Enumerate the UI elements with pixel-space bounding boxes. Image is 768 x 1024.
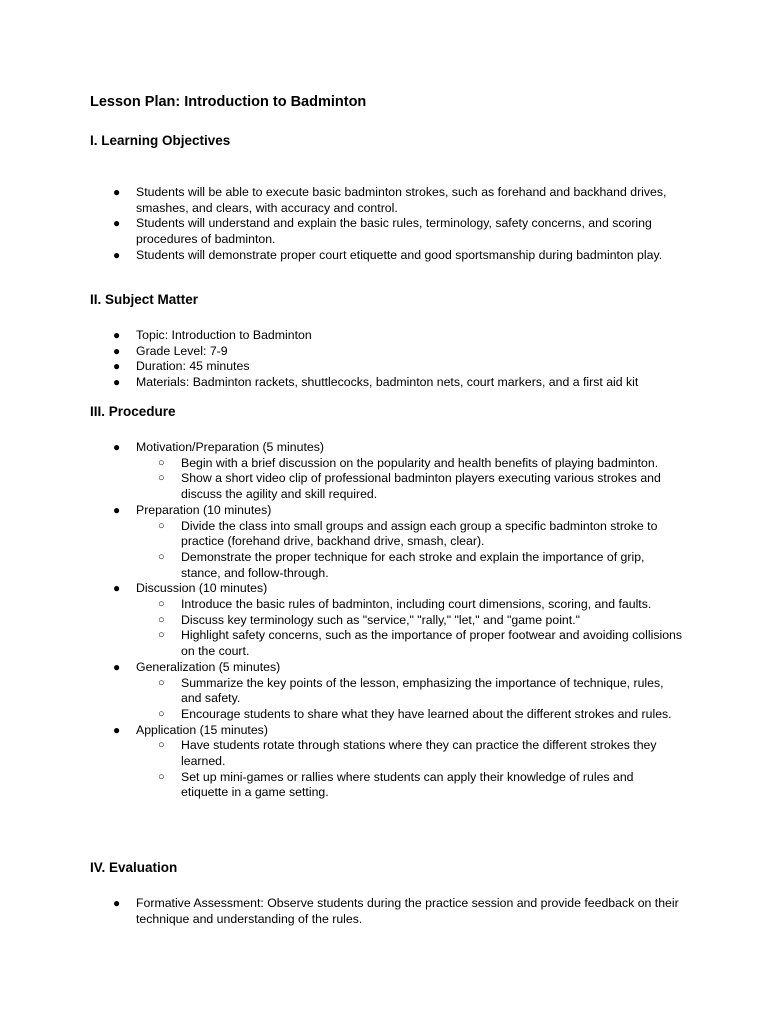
list-item	[0, 375, 768, 391]
circle-bullet-icon: ○	[158, 739, 165, 752]
list-item	[0, 359, 768, 375]
circle-bullet-icon: ○	[158, 613, 165, 626]
list-item-text: Students will understand and explain the basic rules, terminology, safety concerns, and scoring procedures of badminton.	[136, 216, 652, 247]
procedure-step-label: Motivation/Preparation (5 minutes)	[136, 440, 324, 454]
bullet-icon: ●	[113, 359, 121, 374]
circle-bullet-icon: ○	[158, 676, 165, 689]
bullet-icon: ●	[113, 659, 121, 674]
bullet-icon: ●	[113, 216, 121, 231]
list-item-text: Set up mini-games or rallies where students can apply their knowledge of rules and etiquette in a game setting.	[181, 769, 634, 800]
circle-bullet-icon: ○	[158, 472, 165, 485]
list-item-text: Topic: Introduction to Badminton	[136, 328, 312, 342]
list-item	[136, 550, 684, 581]
list-item-text: Divide the class into small groups and assign each group a specific badminton stroke to practice (forehand drive, backhand drive, smash, clear).	[181, 518, 658, 549]
bullet-icon: ●	[113, 896, 121, 910]
procedure-substeps	[136, 676, 684, 723]
procedure-substeps	[136, 738, 684, 801]
list-item-text: Encourage students to share what they have learned about the different strokes and rules.	[181, 706, 672, 721]
bullet-icon: ●	[113, 247, 121, 262]
procedure-step-label: Discussion (10 minutes)	[136, 581, 268, 596]
document-title: Lesson Plan: Introduction to Badminton	[90, 94, 367, 110]
procedure-step-label: Preparation (10 minutes)	[136, 502, 272, 517]
subject-matter-list	[0, 328, 768, 391]
list-item-text: Summarize the key points of the lesson, emphasizing the importance of technique, rules, and safety.	[181, 675, 664, 706]
circle-bullet-icon: ○	[158, 598, 165, 611]
circle-bullet-icon: ○	[158, 519, 165, 532]
procedure-list	[0, 440, 768, 801]
list-item-text: Formative Assessment: Observe students during the practice session and provide feedback on their technique and understanding of the rules.	[136, 896, 679, 926]
procedure-step	[0, 581, 768, 660]
list-item	[136, 676, 684, 707]
list-item-text: Show a short video clip of professional badminton players executing various strokes and discuss the agility and skill required.	[181, 471, 661, 502]
heading-procedure: III. Procedure	[90, 404, 176, 419]
procedure-step-label: Generalization (5 minutes)	[136, 659, 281, 674]
procedure-substeps	[136, 519, 684, 582]
list-item-text: Discuss key terminology such as "service," "rally," "let," and "game point."	[181, 612, 580, 627]
list-item	[136, 471, 684, 502]
list-item	[0, 344, 768, 360]
heading-evaluation: IV. Evaluation	[90, 860, 178, 875]
list-item	[136, 597, 684, 613]
list-item-text: Students will demonstrate proper court etiquette and good sportsmanship during badminton play.	[136, 247, 663, 262]
evaluation-list	[0, 896, 768, 927]
bullet-icon: ●	[113, 440, 121, 454]
list-item-text: Have students rotate through stations where they can practice the different strokes they learned.	[181, 738, 657, 769]
procedure-step	[0, 723, 768, 802]
list-item	[0, 328, 768, 344]
procedure-step	[0, 440, 768, 503]
heading-subject-matter: II. Subject Matter	[90, 292, 199, 307]
list-item	[0, 216, 768, 247]
procedure-step-label: Application (15 minutes)	[136, 722, 268, 737]
procedure-substeps	[136, 456, 684, 503]
list-item-text: Grade Level: 7-9	[136, 343, 228, 358]
list-item	[0, 896, 768, 927]
list-item-text: Demonstrate the proper technique for each stroke and explain the importance of grip, stance, and follow-through.	[181, 549, 645, 580]
bullet-icon: ●	[113, 185, 121, 199]
procedure-substeps	[136, 597, 684, 660]
list-item-text: Introduce the basic rules of badminton, including court dimensions, scoring, and faults.	[181, 597, 652, 612]
procedure-step	[0, 660, 768, 723]
list-item	[136, 613, 684, 629]
circle-bullet-icon: ○	[158, 550, 165, 563]
list-item	[136, 738, 684, 769]
list-item	[136, 519, 684, 550]
procedure-step	[0, 503, 768, 582]
bullet-icon: ●	[113, 581, 121, 596]
list-item-text: Highlight safety concerns, such as the importance of proper footwear and avoiding collisions on the court.	[181, 628, 683, 659]
circle-bullet-icon: ○	[158, 456, 165, 469]
list-item	[136, 770, 684, 801]
bullet-icon: ●	[113, 502, 121, 517]
bullet-icon: ●	[113, 722, 121, 737]
bullet-icon: ●	[113, 328, 121, 342]
list-item	[0, 248, 768, 264]
list-item-text: Materials: Badminton rackets, shuttlecocks, badminton nets, court markers, and a first aid kit	[136, 375, 639, 390]
circle-bullet-icon: ○	[158, 770, 165, 783]
circle-bullet-icon: ○	[158, 629, 165, 642]
list-item-text: Students will be able to execute basic badminton strokes, such as forehand and backhand drives, smashes, and clears, with accuracy and control.	[136, 185, 667, 215]
heading-learning-objectives: I. Learning Objectives	[90, 133, 231, 148]
bullet-icon: ●	[113, 375, 121, 390]
bullet-icon: ●	[113, 343, 121, 358]
list-item	[136, 456, 684, 472]
list-item	[136, 628, 684, 659]
list-item	[136, 707, 684, 723]
objectives-list	[0, 185, 768, 264]
circle-bullet-icon: ○	[158, 707, 165, 720]
list-item-text: Duration: 45 minutes	[136, 359, 250, 374]
list-item	[0, 185, 768, 216]
list-item-text: Begin with a brief discussion on the popularity and health benefits of playing badminton.	[181, 455, 659, 470]
